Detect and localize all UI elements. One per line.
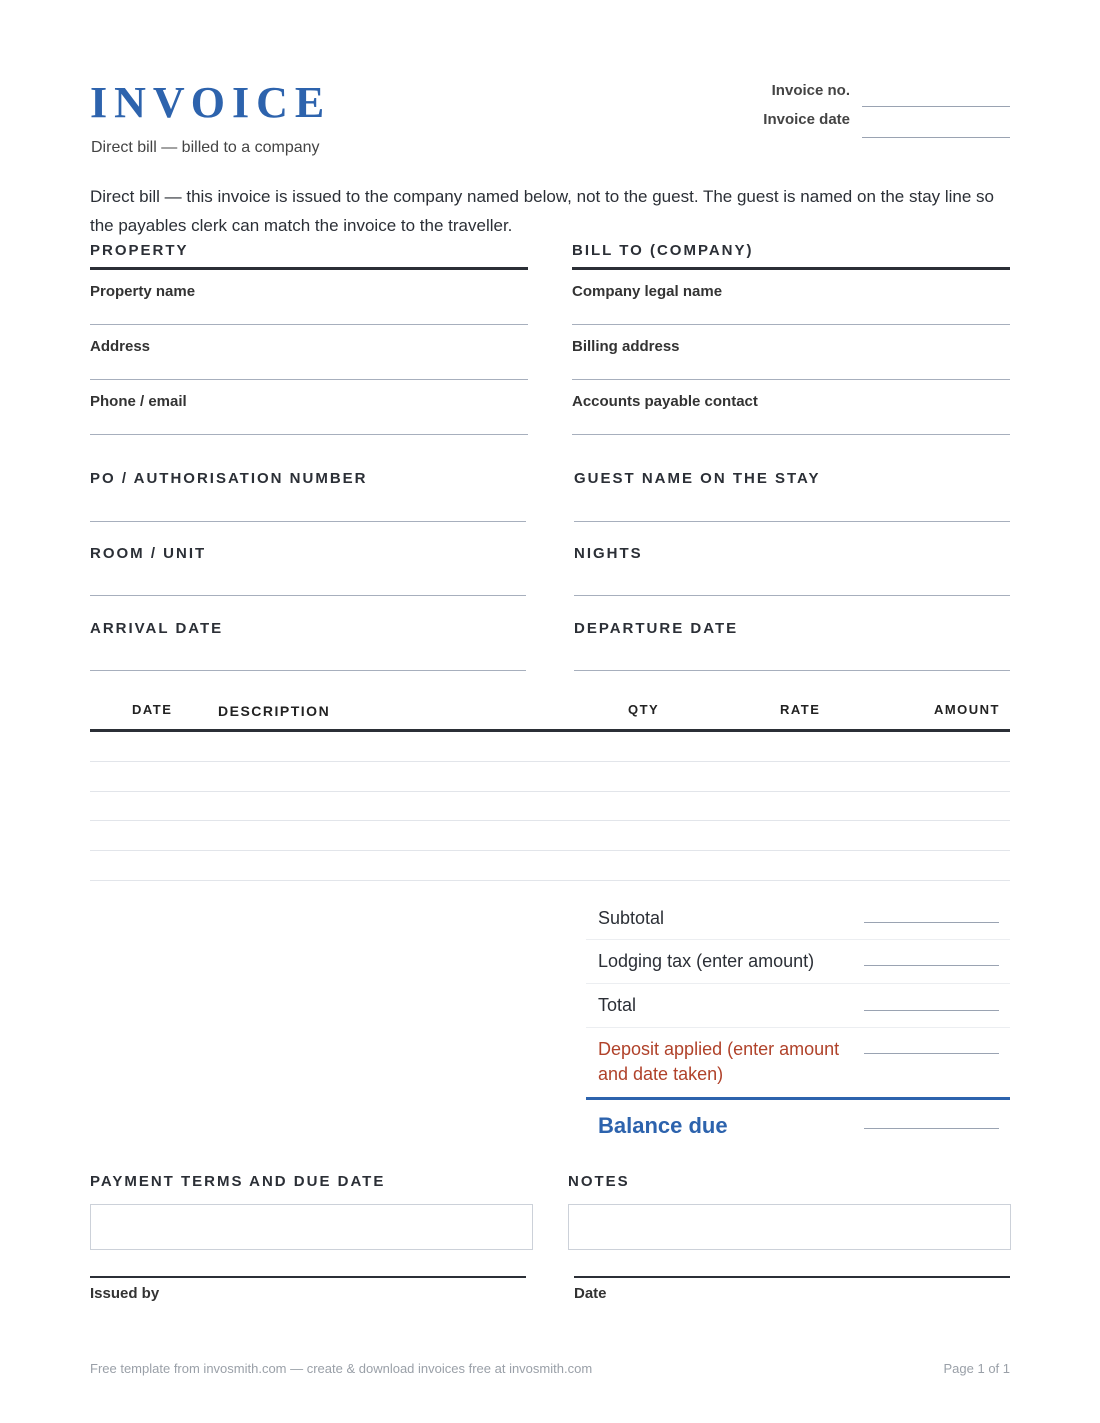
- table-row[interactable]: [90, 880, 1010, 881]
- guest-name-field[interactable]: [574, 521, 1010, 522]
- invoice-no-label: Invoice no.: [771, 82, 850, 99]
- totals-divider: [586, 939, 1010, 940]
- bill-to-rule: [572, 267, 1010, 270]
- issued-by-label: Issued by: [90, 1285, 160, 1302]
- total-label: Total: [598, 995, 637, 1015]
- arrival-date-label: ARRIVAL DATE: [90, 620, 224, 637]
- deposit-field[interactable]: [864, 1053, 999, 1054]
- property-rule: [90, 267, 528, 270]
- footer-credit: Free template from invosmith.com — create & download invoices free at invosmith.com: [90, 1361, 593, 1376]
- table-row[interactable]: [90, 791, 1010, 792]
- billing-address-field[interactable]: [572, 379, 1010, 380]
- balance-rule: [586, 1097, 1010, 1100]
- address-label: Address: [90, 338, 151, 355]
- balance-due-field[interactable]: [864, 1128, 999, 1129]
- company-name-field[interactable]: [572, 324, 1010, 325]
- deposit-label: Deposit applied (enter amount and date taken): [598, 1039, 840, 1084]
- po-number-label: PO / AUTHORISATION NUMBER: [90, 470, 368, 487]
- bill-to-heading: BILL TO (COMPANY): [572, 242, 754, 259]
- signature-date-label: Date: [574, 1285, 607, 1302]
- invoice-date-field[interactable]: [862, 137, 1010, 138]
- po-number-field[interactable]: [90, 521, 526, 522]
- signature-date-line[interactable]: [574, 1276, 1010, 1278]
- departure-date-field[interactable]: [574, 670, 1010, 671]
- phone-email-field[interactable]: [90, 434, 528, 435]
- notes-heading: NOTES: [568, 1173, 630, 1190]
- issued-by-line[interactable]: [90, 1276, 526, 1278]
- tax-field[interactable]: [864, 965, 999, 966]
- billing-address-label: Billing address: [572, 338, 680, 355]
- invoice-title: INVOICE: [90, 78, 332, 127]
- ap-contact-field[interactable]: [572, 434, 1010, 435]
- totals-divider: [586, 983, 1010, 984]
- table-row[interactable]: [90, 820, 1010, 821]
- departure-date-label: DEPARTURE DATE: [574, 620, 739, 637]
- property-heading: PROPERTY: [90, 242, 189, 259]
- subtotal-label: Subtotal: [598, 908, 665, 928]
- table-header-rule: [90, 729, 1010, 732]
- phone-email-label: Phone / email: [90, 393, 187, 410]
- totals-divider: [586, 1027, 1010, 1028]
- address-field[interactable]: [90, 379, 528, 380]
- col-rate-header: RATE: [780, 702, 821, 717]
- balance-due-label: Balance due: [598, 1113, 728, 1138]
- room-unit-label: ROOM / UNIT: [90, 545, 207, 562]
- table-row[interactable]: [90, 761, 1010, 762]
- payment-terms-heading: PAYMENT TERMS AND DUE DATE: [90, 1173, 386, 1190]
- notes-box[interactable]: [568, 1204, 1011, 1250]
- guest-name-label: GUEST NAME ON THE STAY: [574, 470, 821, 487]
- invoice-no-field[interactable]: [862, 106, 1010, 107]
- payment-terms-box[interactable]: [90, 1204, 533, 1250]
- invoice-date-label: Invoice date: [763, 111, 850, 128]
- total-field[interactable]: [864, 1010, 999, 1011]
- table-row[interactable]: [90, 850, 1010, 851]
- col-date-header: DATE: [132, 702, 173, 717]
- nights-field[interactable]: [574, 595, 1010, 596]
- tax-label: Lodging tax (enter amount): [598, 951, 815, 971]
- company-name-label: Company legal name: [572, 283, 723, 300]
- col-qty-header: QTY: [628, 702, 660, 717]
- property-name-field[interactable]: [90, 324, 528, 325]
- ap-contact-label: Accounts payable contact: [572, 393, 758, 410]
- col-amount-header: AMOUNT: [933, 702, 1000, 717]
- arrival-date-field[interactable]: [90, 670, 526, 671]
- property-name-label: Property name: [90, 283, 196, 300]
- col-description-header: DESCRIPTION: [218, 703, 331, 719]
- page-number: Page 1 of 1: [943, 1361, 1010, 1376]
- intro-text: Direct bill — this invoice is issued to the company named below, not to the guest. The guest is named on the stay line so the payables clerk can match the invoice to the traveller.: [90, 187, 995, 235]
- invoice-subtitle: Direct bill — billed to a company: [91, 139, 320, 156]
- nights-label: NIGHTS: [574, 545, 643, 562]
- subtotal-field[interactable]: [864, 922, 999, 923]
- room-unit-field[interactable]: [90, 595, 526, 596]
